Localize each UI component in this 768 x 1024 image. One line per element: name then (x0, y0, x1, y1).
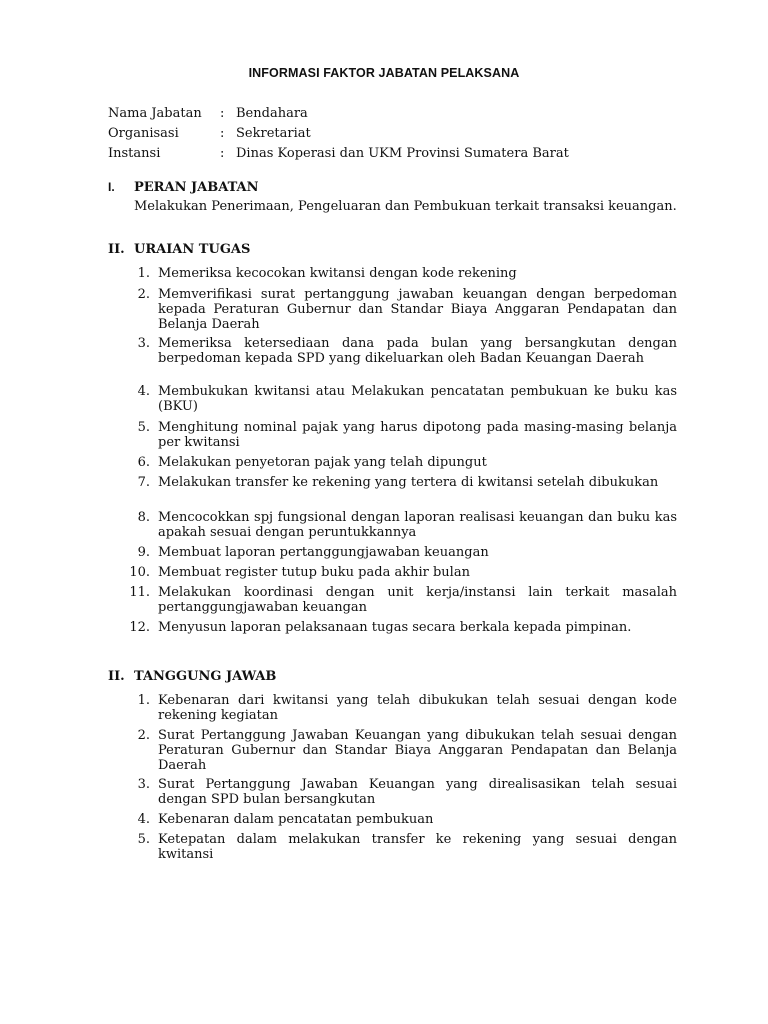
section-title: URAIAN TUGAS (134, 242, 251, 257)
list-item (108, 475, 677, 510)
list-item (108, 777, 677, 812)
list-item-text: Membukukan kwitansi atau Melakukan pencatatan pembukuan ke buku kas (BKU) (158, 384, 677, 414)
list-item-text: Memeriksa kecocokan kwitansi dengan kode rekening (158, 266, 517, 281)
list-item-text: Melakukan penyetoran pajak yang telah dipungut (158, 455, 487, 470)
list-number: 5. (137, 832, 150, 847)
section-title: PERAN JABATAN (134, 180, 259, 195)
list-item-text: Melakukan koordinasi dengan unit kerja/instansi lain terkait masalah pertanggungjawaban keuangan (158, 585, 677, 615)
section-heading-tanggung-jawab (108, 668, 276, 686)
list-item-text: Menyusun laporan pelaksanaan tugas secara berkala kepada pimpinan. (158, 620, 632, 635)
section-number: I. (108, 180, 115, 194)
list-item (108, 565, 677, 585)
job-info (108, 104, 708, 164)
list-item (108, 812, 677, 832)
info-colon: : (220, 106, 225, 121)
list-number: 11. (129, 585, 150, 600)
info-row-instansi (108, 144, 708, 164)
list-item (108, 384, 677, 420)
list-number: 5. (137, 420, 150, 435)
tanggung-jawab-list (108, 693, 677, 867)
list-number: 8. (137, 510, 150, 525)
list-number: 10. (129, 565, 150, 580)
list-item-text: Memeriksa ketersediaan dana pada bulan yang bersangkutan dengan berpedoman kepada SPD yang dikeluarkan oleh Badan Keuangan Daerah (158, 336, 677, 366)
list-item-text: Surat Pertanggung Jawaban Keuangan yang direalisasikan telah sesuai dengan SPD bulan bersangkutan (158, 777, 677, 807)
list-item (108, 510, 677, 545)
list-item-text: Surat Pertanggung Jawaban Keuangan yang dibukukan telah sesuai dengan Peraturan Gubernur dan Standar Biaya Anggaran Pendapatan dan Belanja Daerah (158, 728, 677, 773)
list-item (108, 585, 677, 620)
list-item (108, 266, 677, 287)
list-item-text: Memverifikasi surat pertanggung jawaban keuangan dengan berpedoman kepada Peraturan Gubernur dan Standar Biaya Anggaran Pendapatan dan Belanja Daerah (158, 287, 677, 332)
section-number: II. (108, 669, 125, 684)
list-number: 6. (137, 455, 150, 470)
list-item-text: Membuat register tutup buku pada akhir bulan (158, 565, 470, 580)
list-number: 12. (129, 620, 150, 635)
list-item (108, 832, 677, 867)
info-row-organisasi (108, 124, 708, 144)
list-number: 1. (137, 693, 150, 708)
info-colon: : (220, 146, 225, 161)
info-row-nama-jabatan (108, 104, 708, 124)
list-number: 9. (137, 545, 150, 560)
section-number: II. (108, 242, 125, 257)
list-item (108, 728, 677, 777)
list-number: 1. (137, 266, 150, 281)
list-item (108, 620, 677, 656)
list-item-text: Kebenaran dari kwitansi yang telah dibukukan telah sesuai dengan kode rekening kegiatan (158, 693, 677, 723)
list-item (108, 287, 677, 336)
list-item (108, 545, 677, 565)
list-item-text: Mencocokkan spj fungsional dengan laporan realisasi keuangan dan buku kas apakah sesuai dengan peruntukkannya (158, 510, 677, 540)
document-title: INFORMASI FAKTOR JABATAN PELAKSANA (248, 66, 520, 80)
list-number: 3. (137, 777, 150, 792)
list-number: 2. (137, 287, 150, 302)
info-label: Nama Jabatan (108, 106, 202, 121)
list-item (108, 420, 677, 455)
section-heading-uraian-tugas (108, 241, 250, 259)
list-item-text: Ketepatan dalam melakukan transfer ke rekening yang sesuai dengan kwitansi (158, 832, 677, 862)
info-value: Sekretariat (236, 126, 311, 141)
list-number: 4. (137, 384, 150, 399)
list-item-text: Melakukan transfer ke rekening yang tertera di kwitansi setelah dibukukan (158, 475, 659, 490)
peran-jabatan-text: Melakukan Penerimaan, Pengeluaran dan Pembukuan terkait transaksi keuangan. (134, 199, 677, 214)
info-label: Instansi (108, 146, 161, 161)
list-item (108, 336, 677, 384)
list-number: 3. (137, 336, 150, 351)
info-value: Dinas Koperasi dan UKM Provinsi Sumatera Barat (236, 146, 569, 161)
list-item (108, 693, 677, 728)
info-value: Bendahara (236, 106, 308, 121)
info-label: Organisasi (108, 126, 179, 141)
section-heading-peran-jabatan (108, 178, 259, 196)
uraian-tugas-list (108, 266, 677, 656)
list-item-text: Menghitung nominal pajak yang harus dipotong pada masing-masing belanja per kwitansi (158, 420, 677, 450)
list-item-text: Membuat laporan pertanggungjawaban keuangan (158, 545, 489, 560)
list-number: 2. (137, 728, 150, 743)
list-item (108, 455, 677, 475)
info-colon: : (220, 126, 225, 141)
list-item-text: Kebenaran dalam pencatatan pembukuan (158, 812, 434, 827)
list-number: 7. (137, 475, 150, 490)
list-number: 4. (137, 812, 150, 827)
section-title: TANGGUNG JAWAB (134, 669, 277, 684)
